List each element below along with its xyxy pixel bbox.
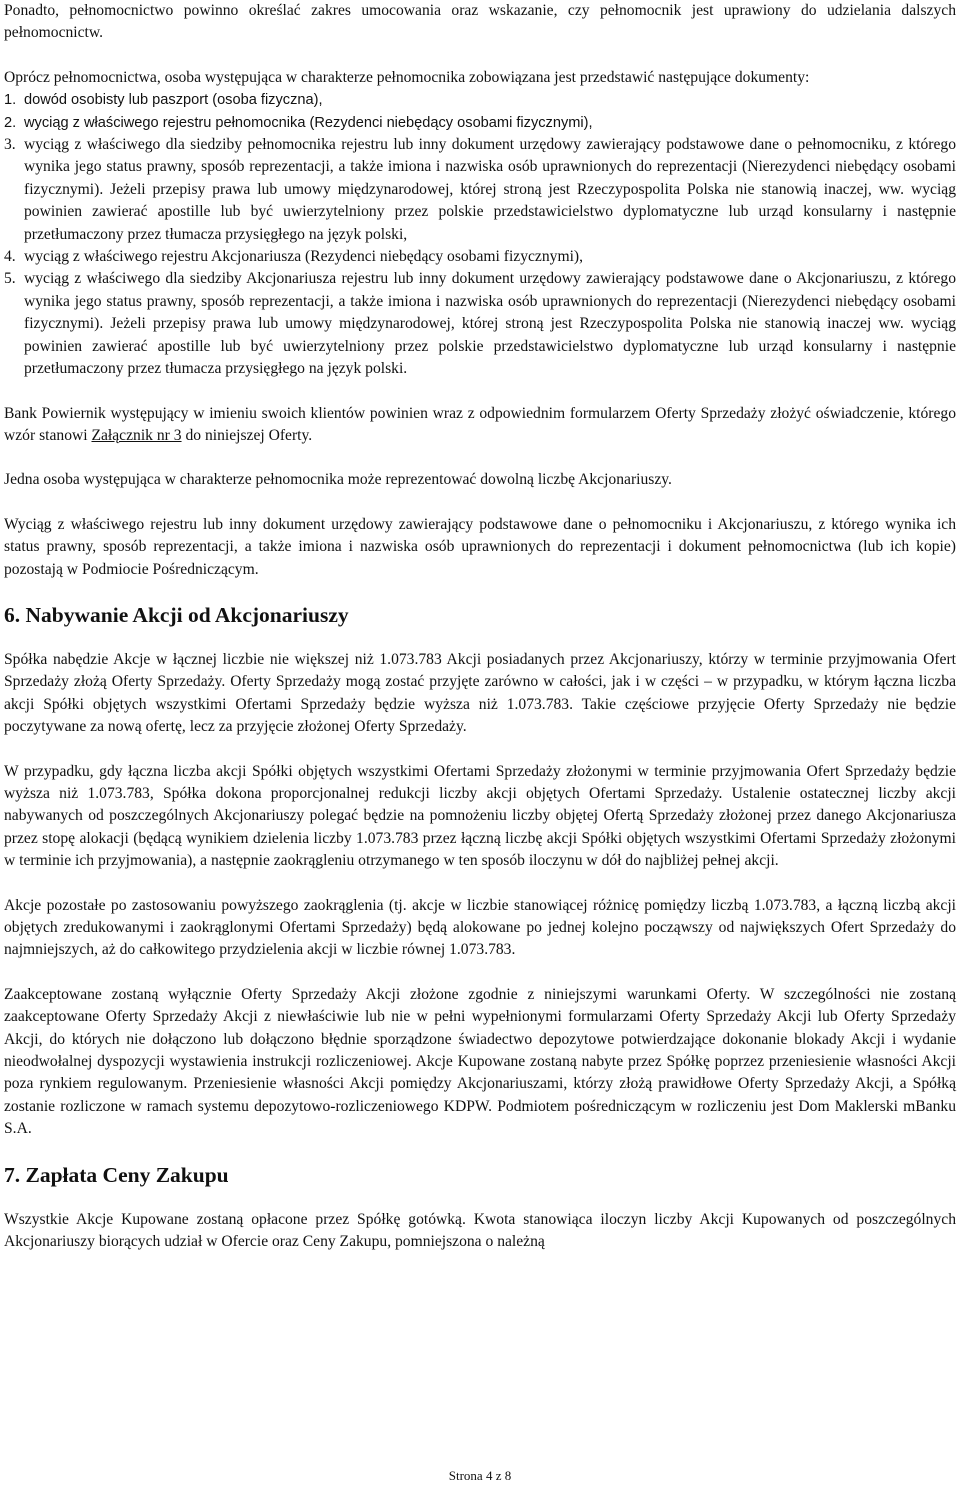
list-item-text: dowód osobisty lub paszport (osoba fizyczna),	[24, 92, 323, 109]
one-person-paragraph: Jedna osoba występująca w charakterze pełnomocnika może reprezentować dowolną liczbę Akcjonariuszy.	[4, 471, 672, 489]
intro-paragraph-1: Ponadto, pełnomocnictwo powinno określać zakres umocowania oraz wskazanie, czy pełnomocnik jest uprawiony do udzielania dalszych pełnomocnictw.	[4, 2, 956, 42]
intro-paragraph-2: Oprócz pełnomocnictwa, osoba występująca w charakterze pełnomocnika zobowiązana jest przedstawić następujące dokumenty:	[4, 68, 810, 86]
section-7-paragraph-1: Wszystkie Akcje Kupowane zostaną opłacone przez Spółkę gotówką. Kwota stanowiąca iloczyn liczby Akcji Kupowanych od poszczególnych Akcjonariuszy biorących udział w Ofercie oraz Ceny Zakupu, pomniejszona o należną	[4, 1210, 956, 1251]
annex-3-link[interactable]: Załącznik nr 3	[91, 426, 182, 444]
required-documents-list	[4, 89, 956, 380]
bank-text-before: Bank Powiernik występujący w imieniu swoich klientów powinien wraz z odpowiednim formularzem Oferty Sprzedaży złożyć oświadczenie, którego wzór stanowi	[4, 404, 956, 444]
footer-page-number: 4	[485, 1468, 493, 1483]
list-item-number: 3.	[4, 136, 16, 154]
footer-prefix: Strona	[448, 1468, 486, 1483]
section-6-paragraph-3: Akcje pozostałe po zastosowaniu powyższego zaokrąglenia (tj. akcje w liczbie stanowiącej różnicę pomiędzy liczbą 1.073.783, a łączną liczbą akcji objętych zredukowanymi i zaokrąglonymi Ofertami Sprzedaży) będą alokowane po jednej kolejno począwszy od największych Ofert Sprzedaży do najmniejszych, aż do całkowitego przydzielenia akcji w liczbie równej 1.073.783.	[4, 896, 956, 959]
section-6-heading: 6. Nabywanie Akcji od Akcjonariuszy	[4, 602, 349, 627]
footer-mid: z	[492, 1468, 505, 1483]
list-item-number: 5.	[4, 270, 16, 288]
section-6-paragraph-2: W przypadku, gdy łączna liczba akcji Spółki objętych wszystkimi Ofertami Sprzedaży złożonymi w terminie przyjmowania Ofert Sprzedaży będzie wyższa niż 1.073.783, Spółka dokona proporcjonalnej redukcji liczby akcji objętych Ofertami Sprzedaży. Ustalenie ostatecznej liczby akcji nabywanych od poszczególnych Akcjonariuszy polegać będzie na pomnożeniu liczby objętej Ofertą Sprzedaży złożonej przez danego Akcjonariusza przez stopę alokacji (będącą wynikiem dzielenia liczby 1.073.783 przez łączną liczbę akcji Spółki objętych wszystkimi Ofertami Sprzedaży złożonymi w terminie ich przyjmowania), a następnie zaokrągleniu otrzymanego w ten sposób iloczynu w dół do najbliżej pełnej akcji.	[4, 762, 956, 870]
list-item-text: wyciąg z właściwego dla siedziby Akcjonariusza rejestru lub inny dokument urzędowy zawierający podstawowe dane o Akcjonariuszu, z którego wynika jego status prawny, sposób reprezentacji, a także imiona i nazwiska osób uprawnionych do reprezentacji (Nierezydenci niebędący osobami fizycznymi). Jeżeli przepisy prawa lub umowy międzynarodowej, której stroną jest Rzeczypospolita Polska nie stanowią inaczej ww. wyciąg powinien zawierać apostille lub być uwierzytelniony przez polskie przedstawicielstwo dyplomatyczne lub urząd konsularny i następnie przetłumaczony przez tłumacza przysięgłego na język polski.	[24, 270, 956, 378]
list-item-text: wyciąg z właściwego rejestru pełnomocnika (Rezydenci niebędący osobami fizycznymi),	[24, 114, 593, 131]
bank-text-after: do niniejszej Oferty.	[181, 426, 313, 444]
section-6-paragraph-1: Spółka nabędzie Akcje w łącznej liczbie nie większej niż 1.073.783 Akcji posiadanych przez Akcjonariuszy, którzy w terminie przyjmowania Ofert Sprzedaży złożą Oferty Sprzedaży. Oferty Sprzedaży mogą zostać przyjęte zarówno w całości, jak i w części – w przypadku, w którym łączna liczba akcji Spółki objętych wszystkimi Ofertami Sprzedaży będzie wyższa niż 1.073.783. Takie częściowe przyjęcie Oferty Sprzedaży nie będzie poczytywane za nową ofertę, lecz za przyjęcie złożonej Oferty Sprzedaży.	[4, 650, 956, 736]
section-6-paragraph-4: Zaakceptowane zostaną wyłącznie Oferty Sprzedaży Akcji złożone zgodnie z niniejszymi warunkami Oferty. W szczególności nie zostaną zaakceptowane Oferty Sprzedaży Akcji z niewłaściwie lub nie w pełni wypełnionymi formularzami Oferty Sprzedaży Akcji lub Oferty Sprzedaży Akcji, do których nie dołączono lub dołączono błędnie sporządzone świadectwo depozytowe potwierdzające dokonanie blokady Akcji i wydanie nieodwołalnej dyspozycji wystawienia instrukcji rozliczeniowej. Akcje Kupowane zostaną nabyte przez Spółkę poprzez przeniesienie własności Akcji poza rynkiem regulowanym. Przeniesienie własności Akcji pomiędzy Akcjonariuszami, którzy złożą prawidłowe Oferty Sprzedaży Akcji, a Spółką zostanie rozliczone w ramach systemu depozytowo-rozliczeniowego KDPW. Podmiotem pośredniczącym w rozliczeniu jest Dom Maklerski mBanku S.A.	[4, 985, 956, 1138]
footer-total-pages: 8	[504, 1468, 512, 1483]
list-item-text: wyciąg z właściwego dla siedziby pełnomocnika rejestru lub inny dokument urzędowy zawierający podstawowe dane o pełnomocniku, z którego wynika jego status prawny, sposób reprezentacji, a także imiona i nazwiska osób uprawnionych do reprezentacji (Nierezydenci niebędący osobami fizycznymi). Jeżeli przepisy prawa lub umowy międzynarodowej, której stroną jest Rzeczypospolita Polska nie stanowią inaczej, ww. wyciąg powinien zawierać apostille lub być uwierzytelniony przez polskie przedstawicielstwo dyplomatyczne lub urząd konsularny i następnie przetłumaczony przez tłumacza przysięgłego na język polski,	[24, 136, 956, 243]
page-footer	[0, 1468, 960, 1484]
section-7-heading: 7. Zapłata Ceny Zakupu	[4, 1162, 229, 1187]
list-item	[4, 134, 956, 246]
document-page	[4, 0, 956, 1253]
bank-custodian-paragraph	[4, 403, 956, 448]
register-extract-paragraph: Wyciąg z właściwego rejestru lub inny dokument urzędowy zawierający podstawowe dane o pełnomocniku i Akcjonariuszu, z którego wynika ich status prawny, sposób reprezentacji, a także imiona i nazwiska osób uprawnionych do reprezentacji i dokument pełnomocnictwa (lub ich kopie) pozostają w Podmiocie Pośredniczącym.	[4, 515, 956, 578]
list-item-number: 1.	[4, 92, 17, 109]
list-item	[4, 89, 956, 111]
list-item	[4, 246, 956, 268]
list-item	[4, 268, 956, 380]
list-item-text: wyciąg z właściwego rejestru Akcjonariusza (Rezydenci niebędący osobami fizycznymi),	[24, 248, 583, 266]
list-item-number: 2.	[4, 114, 17, 131]
list-item-number: 4.	[4, 248, 16, 266]
list-item	[4, 112, 956, 134]
